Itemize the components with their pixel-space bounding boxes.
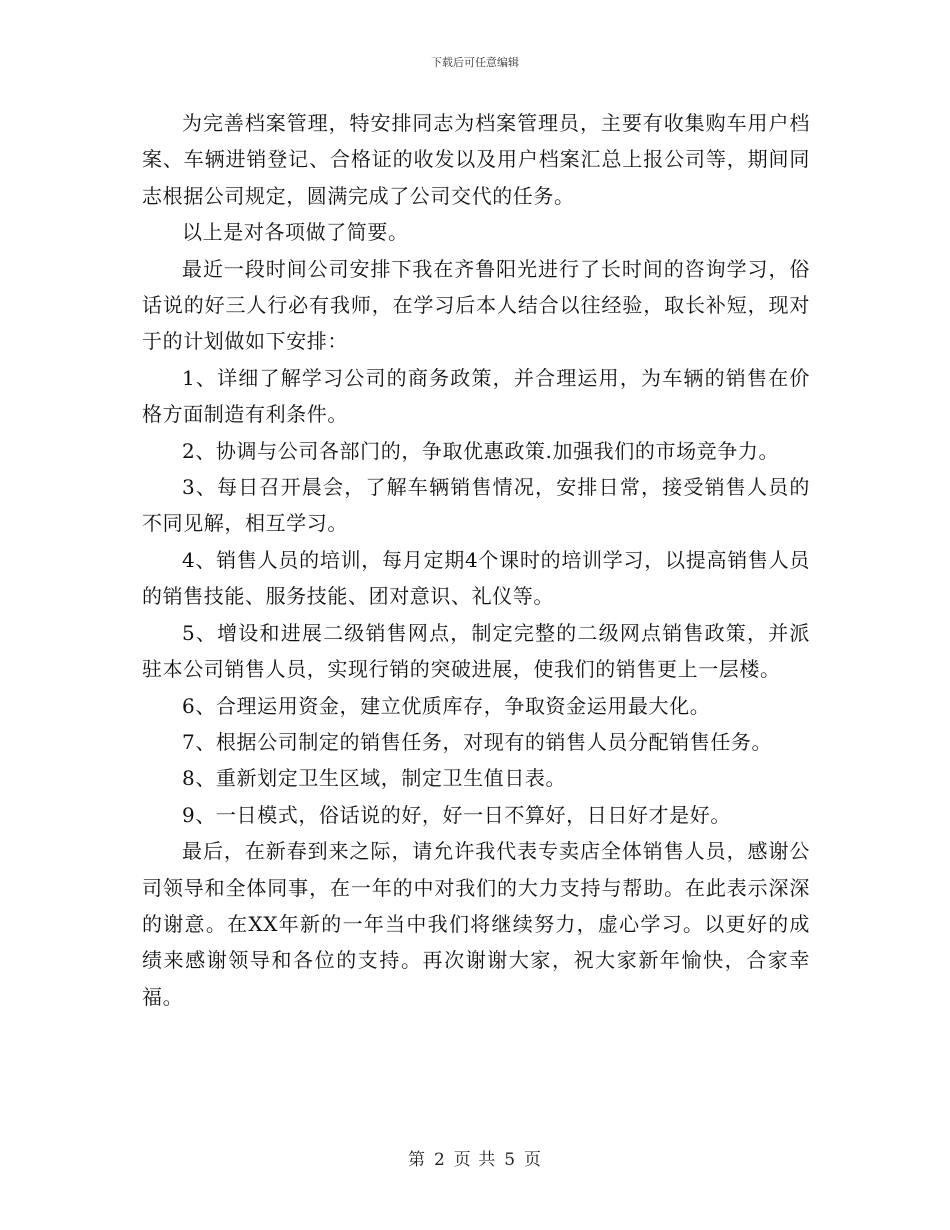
page-footer (0, 1145, 950, 1170)
plan-item-1: 1、详细了解学习公司的商务政策，并合理运用，为车辆的销售在价格方面制造有利条件。 (142, 365, 810, 427)
paragraph-summary-note: 以上是对各项做了简要。 (182, 220, 409, 245)
plan-item-4: 4、销售人员的培训，每月定期4个课时的培训学习，以提高销售人员的销售技能、服务技能、团对意识、礼仪等。 (142, 547, 810, 609)
plan-item-9: 9、一日模式，俗话说的好，好一日不算好，日日好才是好。 (182, 802, 731, 827)
paragraph-archive-management: 为完善档案管理，特安排同志为档案管理员，主要有收集购车用户档案、车辆进销登记、合格证的收发以及用户档案汇总上报公司等，期间同志根据公司规定，圆满完成了公司交代的任务。 (142, 111, 810, 208)
footer-middle: 页 共 (453, 1150, 497, 1170)
plan-item-8: 8、重新划定卫生区域，制定卫生值日表。 (182, 766, 567, 791)
plan-item-7: 7、根据公司制定的销售任务，对现有的销售人员分配销售任务。 (182, 729, 773, 754)
document-body (142, 105, 810, 1015)
footer-prefix: 第 (407, 1150, 426, 1170)
plan-item-3: 3、每日召开晨会，了解车辆销售情况，安排日常，接受销售人员的不同见解，相互学习。 (142, 475, 810, 536)
page-header: 下载后可任意编辑 (431, 56, 519, 69)
plan-item-2: 2、协调与公司各部门的，争取优惠政策.加强我们的市场竞争力。 (182, 438, 780, 463)
plan-item-6: 6、合理运用资金，建立优质库存，争取资金运用最大化。 (182, 693, 711, 718)
footer-suffix: 页 (524, 1150, 543, 1170)
plan-item-5: 5、增设和进展二级销售网点，制定完整的二级网点销售政策，并派驻本公司销售人员，实现行销的突破进展，使我们的销售更上一层楼。 (142, 620, 810, 682)
paragraph-plan-intro: 最近一段时间公司安排下我在齐鲁阳光进行了长时间的咨询学习，俗话说的好三人行必有我师，在学习后本人结合以往经验，取长补短，现对于的计划做如下安排： (142, 256, 810, 354)
footer-page-number: 2 (433, 1150, 446, 1170)
paragraph-closing: 最后，在新春到来之际，请允许我代表专卖店全体销售人员，感谢公司领导和全体同事，在一年的中对我们的大力支持与帮助。在此表示深深的谢意。在XX年新的一年当中我们将继续努力，虚心学习。以更好的成绩来感谢领导和各位的支持。再次谢谢大家，祝大家新年愉快，合家幸福。 (142, 839, 810, 1009)
footer-total-pages: 5 (504, 1150, 517, 1170)
